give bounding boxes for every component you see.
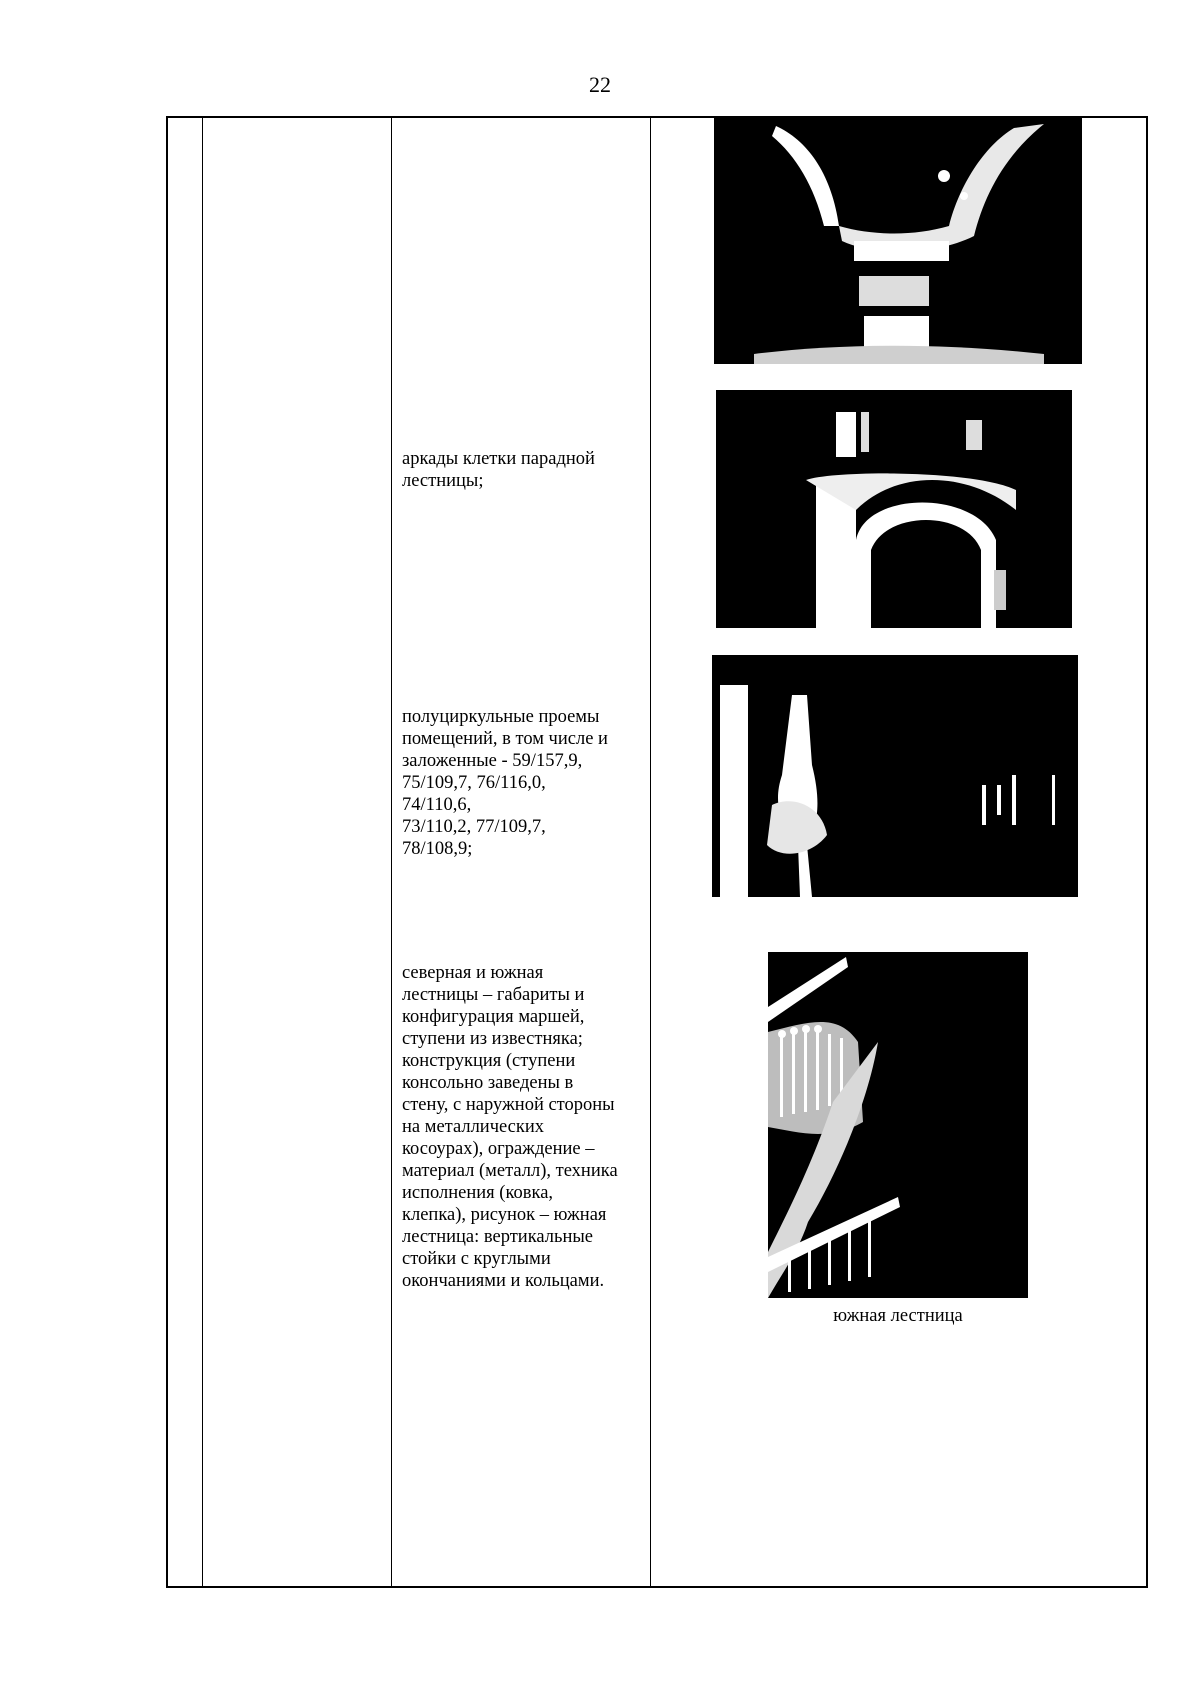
photo-caption-south-staircase: южная лестница (833, 1306, 963, 1326)
column-divider (391, 118, 392, 1586)
photo-south-staircase (768, 952, 1028, 1298)
text-line: стену, с наружной стороны (402, 1095, 615, 1115)
text-line: ступени из известняка; (402, 1029, 583, 1049)
photo-vault-column (714, 116, 1082, 364)
text-line: аркады клетки парадной (402, 449, 595, 469)
text-line: заложенные - 59/157,9, (402, 751, 583, 771)
column-divider (202, 118, 203, 1586)
description-openings (402, 706, 640, 860)
text-line: на металлических (402, 1117, 545, 1137)
text-line: конфигурация маршей, (402, 1007, 585, 1027)
text-line: окончаниями и кольцами. (402, 1271, 605, 1291)
text-line: 74/110,6, (402, 795, 472, 815)
text-line: исполнения (ковка, (402, 1183, 554, 1203)
description-table (166, 116, 1148, 1588)
description-stairs (402, 962, 640, 1292)
text-line: 75/109,7, 76/116,0, (402, 773, 546, 793)
text-line: помещений, в том числе и (402, 729, 608, 749)
text-line: лестница: вертикальные (402, 1227, 593, 1247)
text-line: 73/110,2, 77/109,7, (402, 817, 546, 837)
text-line: северная и южная (402, 963, 544, 983)
text-line: косоурах), ограждение – (402, 1139, 595, 1159)
description-arcades (402, 448, 640, 492)
photo-openings (712, 655, 1078, 897)
photo-arcade (716, 390, 1072, 628)
text-line: стойки с круглыми (402, 1249, 551, 1269)
column-divider (650, 118, 651, 1586)
text-line: 78/108,9; (402, 839, 473, 859)
text-line: консольно заведены в (402, 1073, 574, 1093)
text-line: материал (металл), техника (402, 1161, 618, 1181)
text-line: лестницы; (402, 471, 484, 491)
text-line: лестницы – габариты и (402, 985, 585, 1005)
text-line: конструкция (ступени (402, 1051, 576, 1071)
page-number: 22 (589, 72, 611, 97)
text-line: клепка), рисунок – южная (402, 1205, 607, 1225)
text-line: полуциркульные проемы (402, 707, 600, 727)
